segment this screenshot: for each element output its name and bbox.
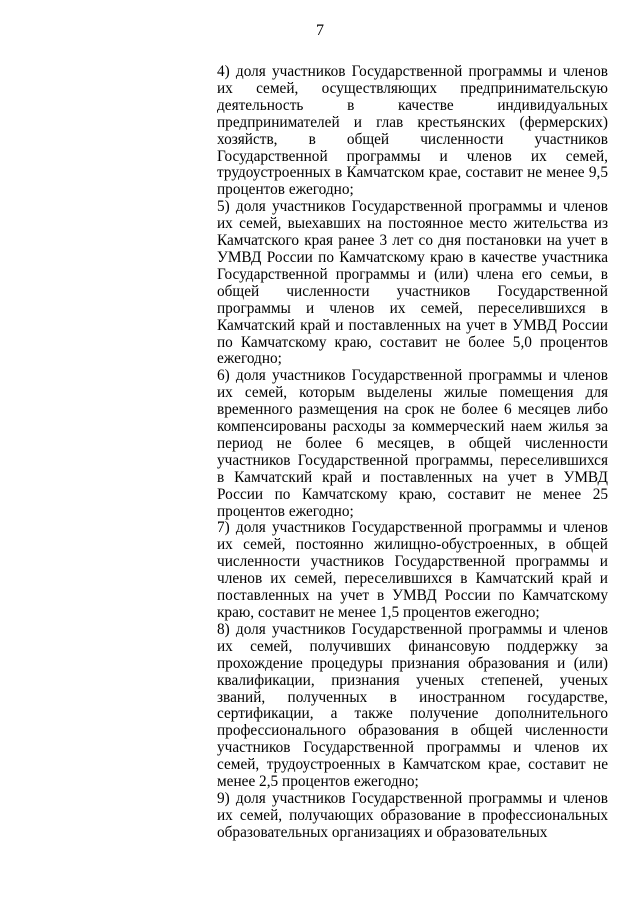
paragraph-item-8: 8) доля участников Государственной программы и членов их семей, получивших финансовую поддержку за прохождение процедуры признания образования и (или) квалификации, признания ученых степеней, ученых званий, полученных в иностранном государстве, сертификации, а также получение дополнительного профессионального образования в общей численности участников Государственной программы и членов их семей, трудоустроенных в Камчатском крае, составит не менее 2,5 процентов ежегодно; — [217, 620, 608, 791]
paragraph-item-6: 6) доля участников Государственной программы и членов их семей, которым выделены жилые помещения для временного размещения на срок не более 6 месяцев либо компенсированы расходы за коммерческий наем жилья за период не более 6 месяцев, в общей численности участников Государственной программы, переселившихся в Камчатский край и поставленных на учет в УМВД России по Камчатскому краю, составит не менее 25 процентов ежегодно; — [217, 367, 608, 520]
page-number: 7 — [316, 22, 324, 39]
paragraph-item-5: 5) доля участников Государственной программы и членов их семей, выехавших на постоянное место жительства из Камчатского края ранее 3 лет со дня постановки на учет в УМВД России по Камчатскому краю в качестве участника Государственной программы и (или) члена его семьи, в общей численности участников Государственной программы и членов их семей, переселившихся в Камчатский край и поставленных на учет в УМВД России по Камчатскому краю, составит не более 5,0 процентов ежегодно; — [217, 198, 608, 368]
paragraph-item-7: 7) доля участников Государственной программы и членов их семей, постоянно жилищно-обустроенных, в общей численности участников Государственной программы и членов их семей, переселившихся в Камчатский край и поставленных на учет в УМВД России по Камчатскому краю, составит не менее 1,5 процентов ежегодно; — [217, 519, 608, 621]
document-body — [217, 64, 608, 842]
paragraph-item-9: 9) доля участников Государственной программы и членов их семей, получающих образование в профессиональных образовательных организациях и образовательных — [217, 789, 608, 841]
paragraph-item-4: 4) доля участников Государственной программы и членов их семей, осуществляющих предпринимательскую деятельность в качестве индивидуальных предпринимателей и глав крестьянских (фермерских) хозяйств, в общей численности участников Государственной программы и членов их семей, трудоустроенных в Камчатском крае, составит не менее 9,5 процентов ежегодно; — [217, 63, 608, 199]
